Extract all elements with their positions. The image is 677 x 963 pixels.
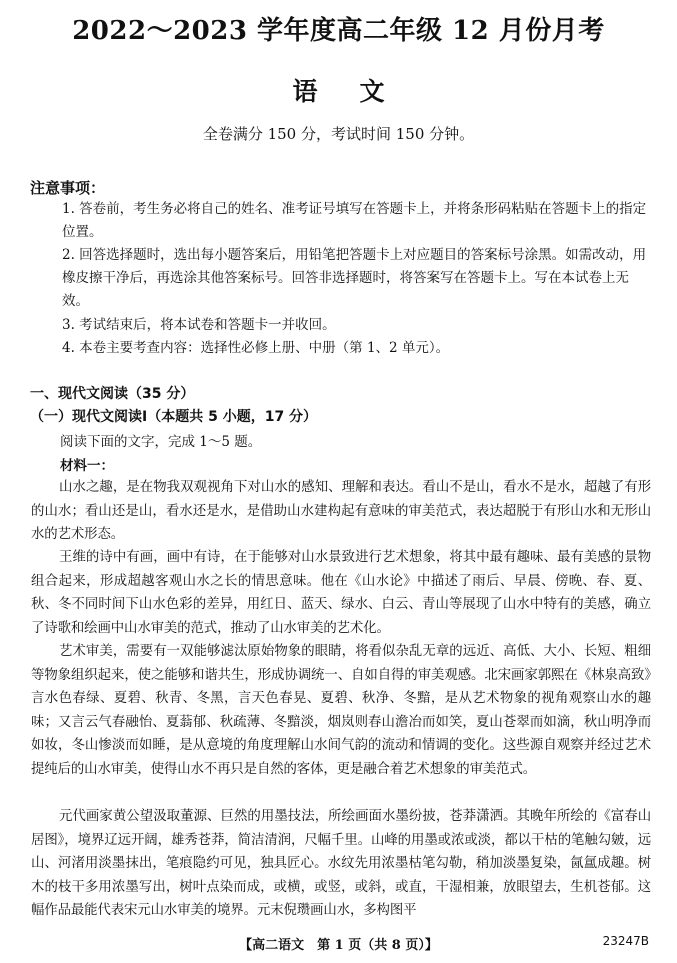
paragraph: 艺术审美，需要有一双能够滤汰原始物象的眼睛，将看似杂乱无章的远近、高低、大小、长短、粗细等物象组织起来，使之能够和谐共生，形成协调统一、自如自得的审美观感。北宋画家郭熙在《林泉高致》言水色春绿、夏碧、秋青、冬黑，言天色春晃、夏碧、秋净、冬黯，是从艺术物象的视角观察山水的趣味；又言云气春融怡、夏蓊郁、秋疏薄、冬黯淡，烟岚则春山澹冶而如笑，夏山苍翠而如滴，秋山明净而如妆，冬山惨淡而如睡，是从意境的角度理解山水间气韵的流动和情调的变化。这些源自观察并经过艺术提纯后的山水审美，使得山水不再只是自然的客体，更是融合着艺术想象的审美范式。: [31, 644, 651, 777]
paragraph: 山水之趣，是在物我双观视角下对山水的感知、理解和表达。看山不是山，看水不是水，超越了有形的山水；看山还是山，看水还是水，是借助山水建构起有意味的审美范式，表达超脱于有形山水和无形山水的艺术形态。: [31, 480, 651, 542]
notice-heading: 注意事项：: [30, 179, 106, 197]
material-label: 材料一：: [60, 458, 114, 474]
page-number: 【高二语文 第 1 页（共 8 页）】: [239, 938, 438, 953]
reading-instruction: 阅读下面的文字，完成 1～5 题。: [60, 434, 262, 450]
score-line: 全卷满分 150 分，考试时间 150 分钟。: [202, 125, 475, 143]
notice-item: 3. 考试结束后，将本试卷和答题卡一并收回。: [62, 317, 336, 333]
section-subtitle: （一）现代文阅读Ⅰ（本题共 5 小题，17 分）: [30, 409, 318, 425]
paper-code: 23247B: [602, 934, 649, 948]
exam-title: 2022～2023 学年度高二年级 12 月份月考: [72, 16, 605, 46]
paragraph: 元代画家黄公望汲取董源、巨然的用墨技法，所绘画面水墨纷披，苍莽潇洒。其晚年所绘的《富春山居图》，境界辽远开阔，雄秀苍莽，简洁清润，尺幅千里。山峰的用墨或浓或淡，都以干枯的笔触勾皴，远山、河渚用淡墨抹出，笔痕隐约可见，独具匠心。水纹先用浓墨枯笔勾勒，稍加淡墨复染，氤氲成趣。树木的枝干多用浓墨写出，树叶点染而成，或横，或竖，或斜，或直，干湿相兼，放眼望去，生机苍郁。这幅作品最能代表宋元山水审美的境界。元末倪瓒画山水，多构图平: [31, 809, 651, 918]
notice-item: 1. 答卷前，考生务必将自己的姓名、准考证号填写在答题卡上，并将条形码粘贴在答题卡上的指定位置。: [62, 201, 647, 240]
section-title: 一、现代文阅读（35 分）: [30, 386, 195, 402]
subject-title: 语文: [292, 77, 427, 106]
paragraph: 王维的诗中有画，画中有诗，在于能够对山水景致进行艺术想象，将其中最有趣味、最有美感的景物组合起来，形成超越客观山水之长的情思意味。他在《山水论》中描述了雨后、早晨、傍晚、春、夏、秋、冬不同时间下山水色彩的差异，用红日、蓝天、绿水、白云、青山等展现了山水中特有的美感，确立了诗歌和绘画中山水审美的范式，推动了山水审美的艺术化。: [31, 550, 651, 636]
notice-item: 2. 回答选择题时，选出每小题答案后，用铅笔把答题卡上对应题目的答案标号涂黑。如需改动，用橡皮擦干净后，再选涂其他答案标号。回答非选择题时，将答案写在答题卡上。写在本试卷上无效。: [62, 247, 647, 309]
notice-item: 4. 本卷主要考查内容：选择性必修上册、中册（第 1、2 单元）。: [62, 340, 450, 356]
